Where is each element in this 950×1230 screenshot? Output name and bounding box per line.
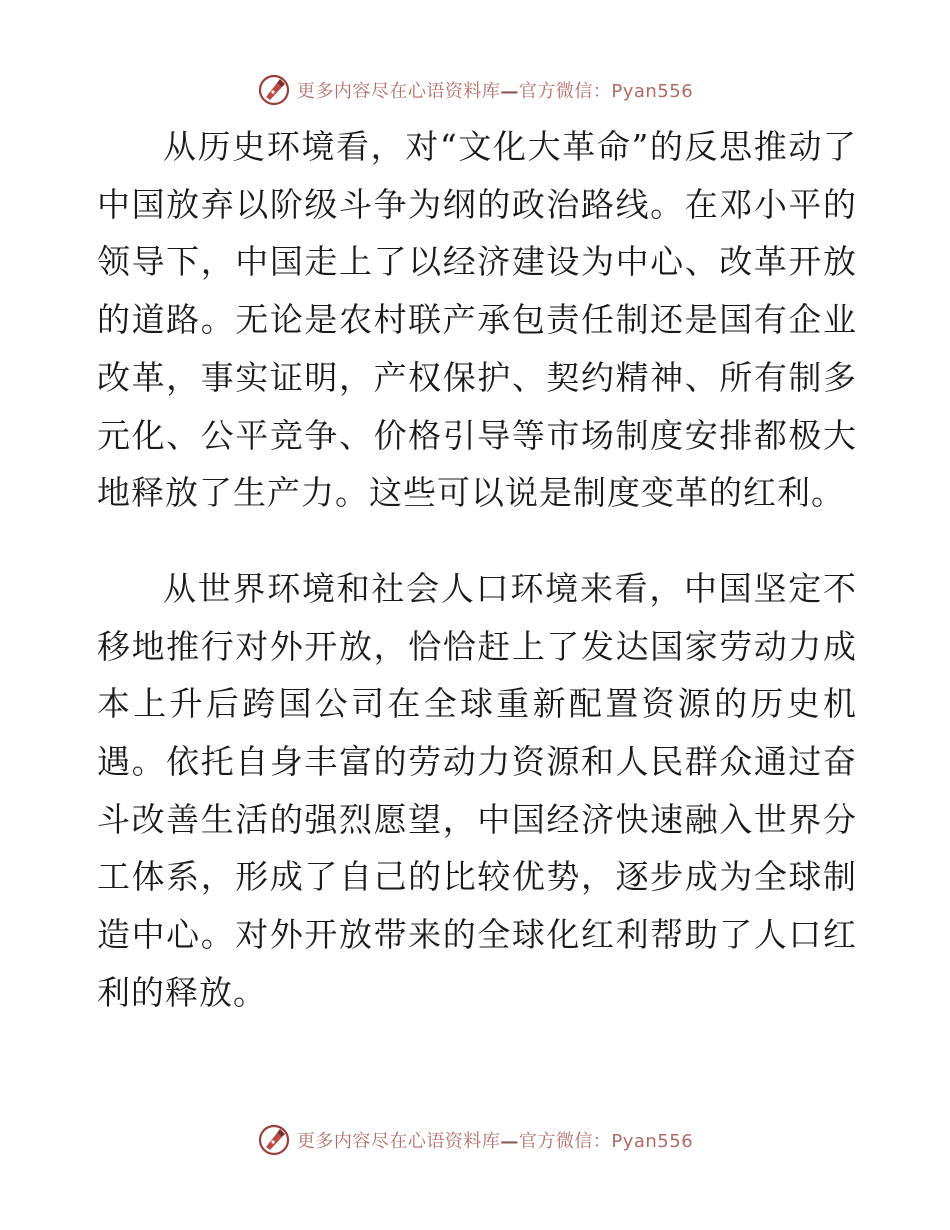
paragraph: 从世界环境和社会人口环境来看，中国坚定不移地推行对外开放，恰恰赶上了发达国家劳动力成本上升后跨国公司在全球重新配置资源的历史机遇。依托自身丰富的劳动力资源和人民群众通过奋斗改善生活的强烈愿望，中国经济快速融入世界分工体系，形成了自己的比较优势，逐步成为全球制造中心。对外开放带来的全球化红利帮助了人口红利的释放。 (97, 568, 857, 1012)
footer-banner (0, 1122, 950, 1158)
pen-nib-logo-icon (257, 1123, 291, 1157)
paragraph: 从历史环境看，对“文化大革命”的反思推动了中国放弃以阶级斗争为纲的政治路线。在邓小平的领导下，中国走上了以经济建设为中心、改革开放的道路。无论是农村联产承包责任制还是国有企业改革，事实证明，产权保护、契约精神、所有制多元化、公平竞争、价格引导等市场制度安排都极大地释放了生产力。这些可以说是制度变革的红利。 (97, 127, 857, 513)
footer-banner-text: 更多内容尽在心语资料库—官方微信：Pyan556 (296, 1131, 694, 1152)
document-body (97, 118, 857, 1022)
header-banner (0, 72, 950, 108)
pen-nib-logo-icon (257, 73, 291, 107)
header-banner-text: 更多内容尽在心语资料库—官方微信：Pyan556 (296, 81, 694, 102)
